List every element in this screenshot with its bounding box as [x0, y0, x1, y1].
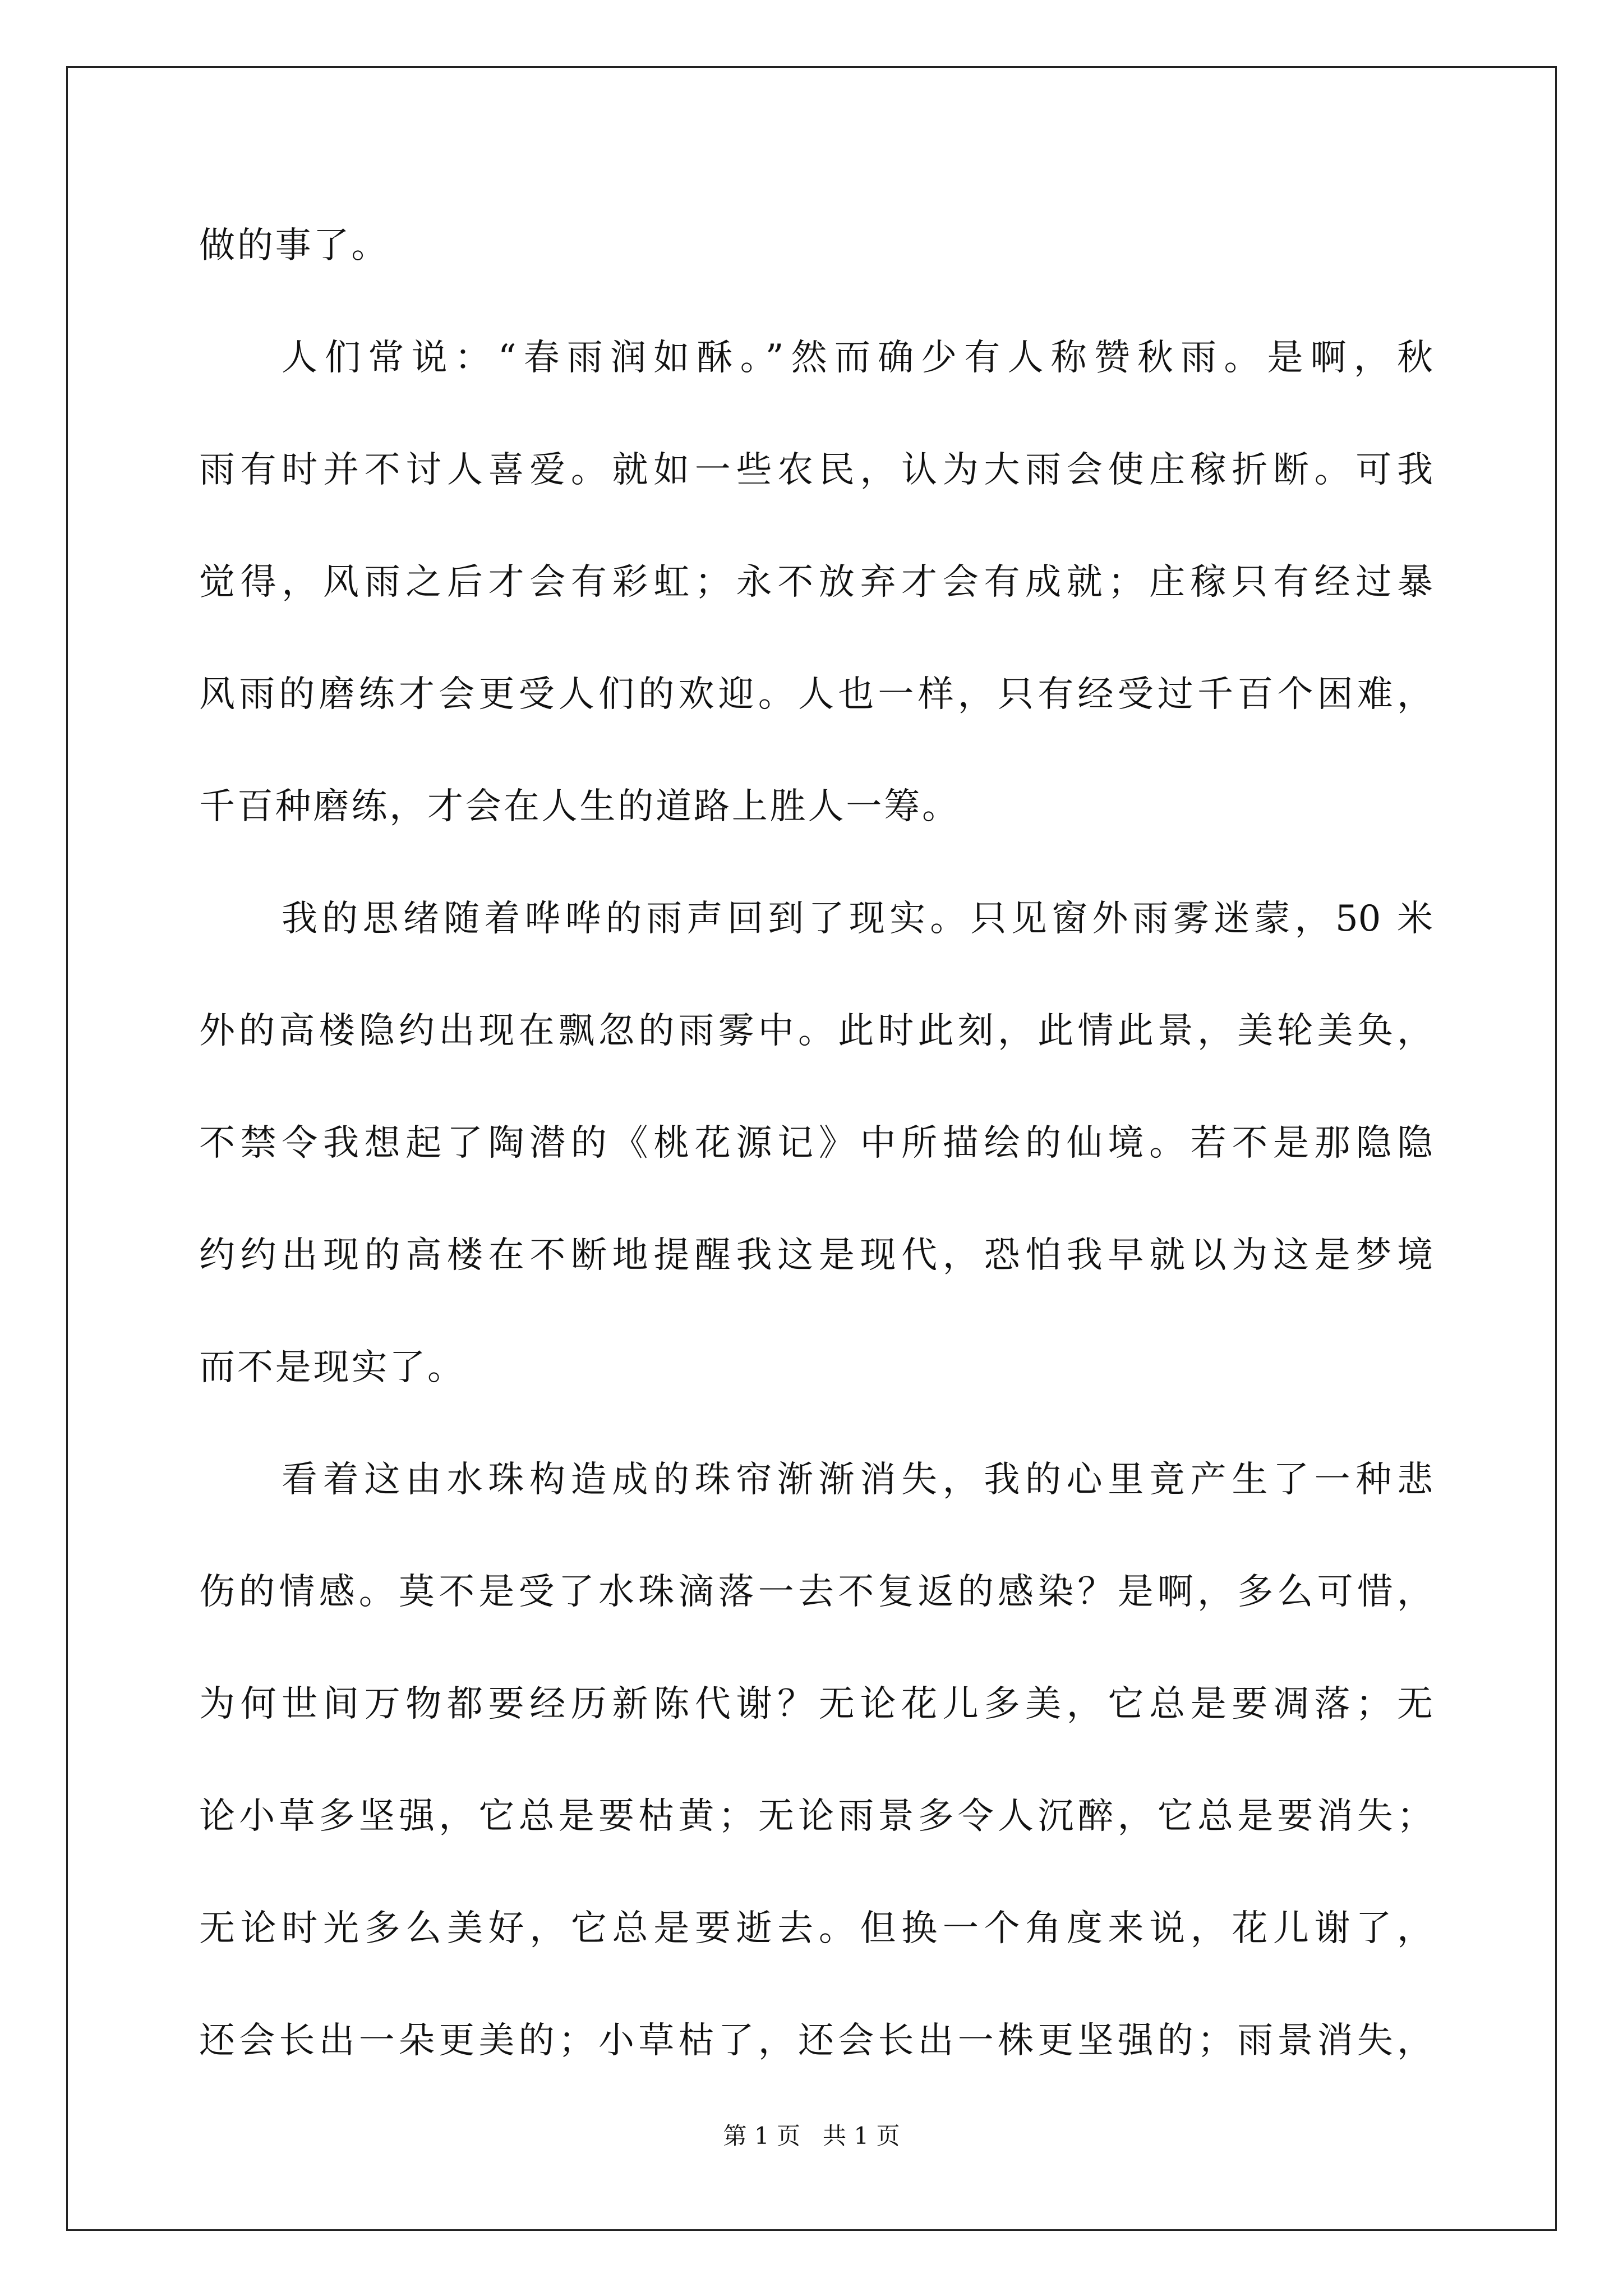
- text-line: 不禁令我想起了陶潜的《桃花源记》中所描绘的仙境。若不是那隐隐: [199, 1122, 1433, 1164]
- text-line: 我的思绪随着哗哗的雨声回到了现实。只见窗外雨雾迷蒙，50 米: [282, 898, 1433, 940]
- text-line: 为何世间万物都要经历新陈代谢？无论花儿多美，它总是要凋落；无: [199, 1683, 1433, 1725]
- text-line: 伤的情感。莫不是受了水珠滴落一去不复返的感染？是啊，多么可惜，: [199, 1571, 1433, 1613]
- text-line: 无论时光多么美好，它总是要逝去。但换一个角度来说，花儿谢了，: [199, 1908, 1433, 1949]
- text-line: 风雨的磨练才会更受人们的欢迎。人也一样，只有经受过千百个困难，: [199, 674, 1433, 715]
- text-line: 人们常说：“春雨润如酥。”然而确少有人称赞秋雨。是啊，秋: [282, 337, 1433, 379]
- page-number-footer: 第 1 页 共 1 页: [723, 2122, 900, 2150]
- text-line: 外的高楼隐约出现在飘忽的雨雾中。此时此刻，此情此景，美轮美奂，: [199, 1010, 1433, 1052]
- text-line: 还会长出一朵更美的；小草枯了，还会长出一株更坚强的；雨景消失，: [199, 2020, 1433, 2062]
- text-line: 千百种磨练，才会在人生的道路上胜人一筹。: [199, 786, 960, 827]
- text-line: 做的事了。: [199, 225, 390, 266]
- text-line: 觉得，风雨之后才会有彩虹；永不放弃才会有成就；庄稼只有经过暴: [199, 562, 1433, 603]
- text-line: 论小草多坚强，它总是要枯黄；无论雨景多令人沉醉，它总是要消失；: [199, 1796, 1433, 1837]
- text-line: 雨有时并不讨人喜爱。就如一些农民，认为大雨会使庄稼折断。可我: [199, 449, 1433, 491]
- text-line: 看着这由水珠构造成的珠帘渐渐消失，我的心里竟产生了一种悲: [282, 1459, 1433, 1501]
- text-line: 而不是现实了。: [199, 1347, 465, 1388]
- text-line: 约约出现的高楼在不断地提醒我这是现代，恐怕我早就以为这是梦境: [199, 1235, 1433, 1276]
